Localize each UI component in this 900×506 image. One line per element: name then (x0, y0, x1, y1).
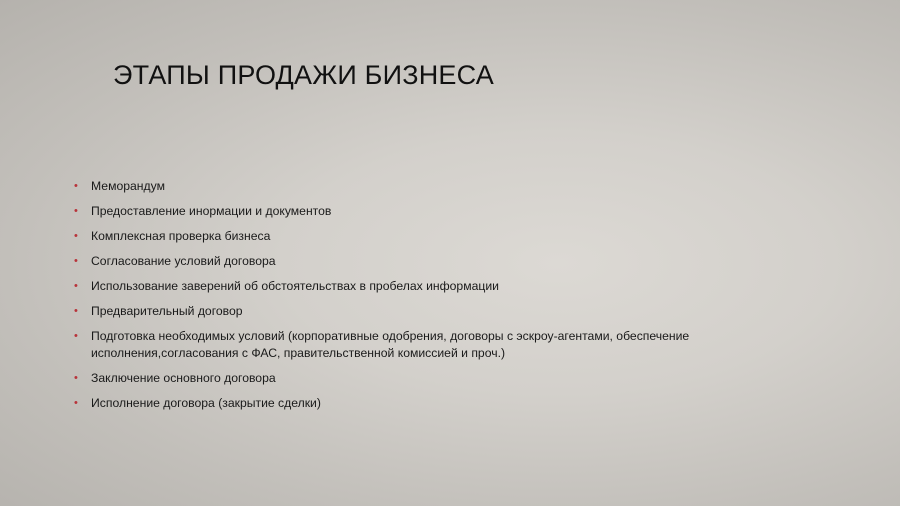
bullet-icon: • (74, 255, 78, 267)
slide-title: ЭТАПЫ ПРОДАЖИ БИЗНЕСА (113, 60, 494, 90)
bullet-icon: • (74, 180, 78, 192)
bullet-text: Комплексная проверка бизнеса (91, 229, 271, 243)
bullet-text: Меморандум (91, 179, 165, 193)
bullet-icon: • (74, 280, 78, 292)
bullet-icon: • (74, 330, 78, 342)
bullet-text: Использование заверений об обстоятельствах в пробелах информации (91, 279, 499, 293)
list-item (74, 203, 794, 220)
list-item (74, 370, 794, 387)
bullet-text: Согласование условий договора (91, 254, 276, 268)
bullet-text: Подготовка необходимых условий (корпоративные одобрения, договоры с эскроу-агентами, обеспечение исполнения,согласования с ФАС, правительственной комиссией и проч.) (91, 329, 690, 360)
bullet-text: Предоставление инормации и документов (91, 204, 332, 218)
bullet-text: Предварительный договор (91, 304, 243, 318)
list-item (74, 395, 794, 412)
bullet-text: Заключение основного договора (91, 371, 276, 385)
list-item (74, 303, 794, 320)
list-item (74, 228, 794, 245)
list-item (74, 253, 794, 270)
bullet-icon: • (74, 205, 78, 217)
list-item (74, 178, 794, 195)
bullet-icon: • (74, 230, 78, 242)
bullet-icon: • (74, 372, 78, 384)
bullet-icon: • (74, 397, 78, 409)
list-item (74, 278, 794, 295)
bullet-icon: • (74, 305, 78, 317)
bullet-list (74, 178, 794, 420)
list-item (74, 328, 794, 362)
bullet-text: Исполнение договора (закрытие сделки) (91, 396, 321, 410)
